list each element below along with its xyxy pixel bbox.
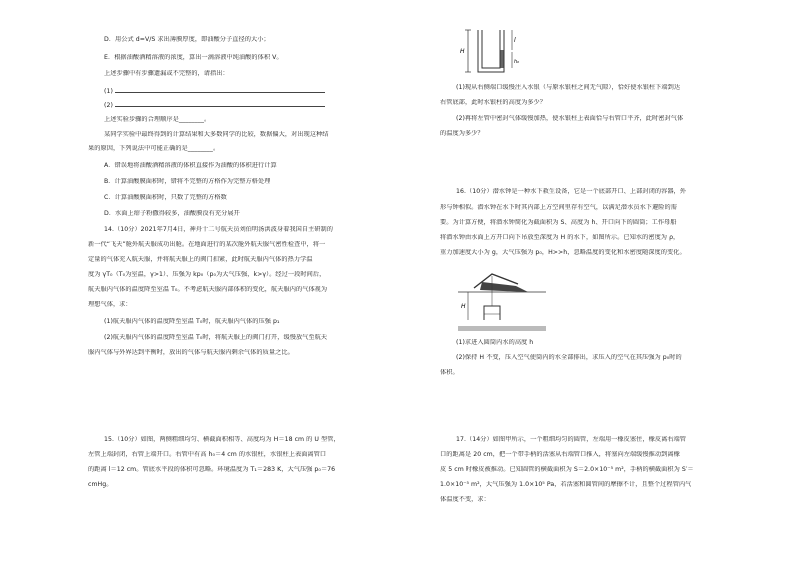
text-line: 上述步骤中有步骤遗漏或不完整的，请指出： — [104, 70, 229, 77]
diving-bell-cylinder — [484, 306, 500, 320]
question-15-line: 左管上端封闭，右管上端开口。右管中有高 h₀＝4 cm 的水银柱，水银柱上表面离管口 — [88, 451, 327, 458]
question-16-line: 重力加速度大小为 g，大气压强为 p₀，H>>h，忽略温度的变化和水密度随深度的变化。 — [440, 249, 686, 256]
question-14-line: 新一代“飞天”舱外航天服成功出舱。在地面进行的某次舱外航天服气密性检查中，将一 — [88, 241, 326, 248]
question-16-line: 16.（10分）潜水钟是一种水下救生设备，它是一个底部开口、上部封闭的容器，外 — [456, 188, 687, 195]
text-line: E．根据油酸酒精溶液的浓度，算出一滴溶液中纯油酸的体积 V。 — [104, 54, 283, 61]
question-14-part2: (2)航天服内气体的温度降至室温 T₀时，将航天服上的阀门打开，缓慢放气至航天 — [104, 334, 328, 341]
label-l: l — [514, 37, 516, 44]
mercury-column — [501, 50, 504, 68]
label-H: H — [461, 303, 466, 310]
question-15-part1: (1)现从右侧端口缓慢注入水银（与原水银柱之间无气隙），恰好使水银柱下端到达 — [456, 84, 681, 91]
question-17-line: 17.（14分）如图甲所示，一个粗细均匀的圆管，左端用一橡皮塞住，橡皮离右端管 — [456, 436, 687, 443]
question-14-line: 定量的气体充入航天服，并将航天服上的阀门扣紧，此时航天服内气体的热力学温 — [88, 256, 313, 263]
text-line: 果的原因，下列说法中可能正确的是________。 — [88, 145, 220, 152]
answer-blank[interactable] — [115, 86, 325, 93]
diving-bell-figure — [456, 268, 548, 334]
text-line: 上述实验步骤的合理顺序是________。 — [104, 116, 211, 123]
question-14-line: 14.（10分）2021年7月4日，神舟十二号航天员刘伯明汤洪波身着我国自主研制的 — [104, 226, 334, 233]
question-15-part2: (2)再将左管中密封气体缓慢加热，使水银柱上表面恰与右管口平齐，此时密封气体 — [456, 115, 684, 122]
question-15-part2: 的温度为多少？ — [440, 130, 484, 137]
question-16-part1: (1)求进入圆筒内水的高度 h — [456, 339, 534, 346]
question-14-part1: (1)航天服内气体的温度降至室温 T₀时，航天服内气体的压强 p₁ — [104, 318, 280, 325]
answer-blank[interactable] — [115, 100, 325, 107]
label-H: H — [460, 48, 465, 55]
option-c: C．计算油酸膜面积时，只数了完整的方格数 — [104, 194, 227, 201]
question-14-line: 理想气体，求： — [88, 301, 132, 308]
text-line — [104, 86, 325, 96]
text-line: 某同学实验中最终得到的计算结果和大多数同学的比较，数据偏大，对出现这种结 — [104, 131, 329, 138]
option-a: A．错误地将油酸酒精溶液的体积直接作为油酸的体积进行计算 — [104, 162, 277, 169]
question-16-line: 将潜水钟由水面上方开口向下吊放至深度为 H 的水下，如图所示。已知水的密度为 ρ， — [440, 234, 680, 241]
question-14-line: 航天服内气体的温度降至室温 T₀。不考虑航天服内部体积的变化，航天服内的气体视为 — [88, 286, 328, 293]
label-h0: h₀ — [514, 59, 520, 65]
question-17-line: 体温度不变，求： — [440, 496, 490, 503]
option-b: B．计算油酸膜面积时，错将不完整的方格作为完整方格处理 — [104, 178, 271, 185]
blank-label: (2) — [104, 102, 113, 109]
question-14-line: 度为 γT₀（T₀为室温，γ>1）、压强为 kp₀（p₀为大气压强，k>γ）。经过一段时间后， — [88, 271, 326, 278]
text-line: D．用公式 d=V/S 求出薄膜厚度，即油酸分子直径的大小； — [104, 36, 270, 43]
text-line — [104, 100, 325, 110]
blank-label: (1) — [104, 88, 113, 95]
ship-hull-icon — [480, 282, 528, 292]
question-14-part2: 服内气体与外界达到平衡时，放出的气体与航天服内剩余气体的质量之比。 — [88, 349, 294, 356]
question-15-line: 的距离 l＝12 cm。管底水平段的体积可忽略。环境温度为 T₁＝283 K，大气压强 p₀＝76 — [88, 466, 336, 473]
utube-figure — [458, 26, 524, 78]
question-16-line: 要。为计算方便，将潜水钟简化为截面积为 S、高度为 h、开口向下的圆筒；工作母船 — [440, 219, 677, 226]
question-15-part1: 右管底部，此时水银柱的高度为多少？ — [440, 99, 547, 106]
question-16-part2: (2)保持 H 不变，压入空气使筒内的水全部排出，求压入的空气在其压强为 p₀时的 — [456, 354, 682, 361]
question-17-line: 口的距离是 20 cm，把一个带手柄的活塞从右端管口推入，将塞向左端缓慢推动到离橡 — [440, 451, 680, 458]
utube-inner — [482, 30, 500, 68]
question-15-line: 15.（10分）如图，两侧粗细均匀、横截面积相等、高度均为 H＝18 cm 的 U 型管， — [104, 436, 340, 443]
question-15-line: cmHg。 — [88, 481, 113, 488]
question-17-line: 1.0×10⁻⁵ m²，大气压强为 1.0×10⁵ Pa，若活塞和圆管间的摩擦不计，且整个过程管内气 — [440, 481, 692, 488]
sea-floor — [458, 326, 546, 331]
question-16-line: 形与钟相似。潜水钟在水下时其内部上方空间里存有空气，以满足潜水员水下避险的需 — [440, 204, 678, 211]
question-17-line: 皮 5 cm 时橡皮被推动。已知圆管的横截面积为 S＝2.0×10⁻⁵ m²，手柄的横截面积为 S′＝ — [440, 466, 694, 473]
question-16-part2: 体积。 — [440, 369, 459, 376]
option-d: D．水面上痱子粉撒得较多，油酸膜没有充分展开 — [104, 210, 240, 217]
